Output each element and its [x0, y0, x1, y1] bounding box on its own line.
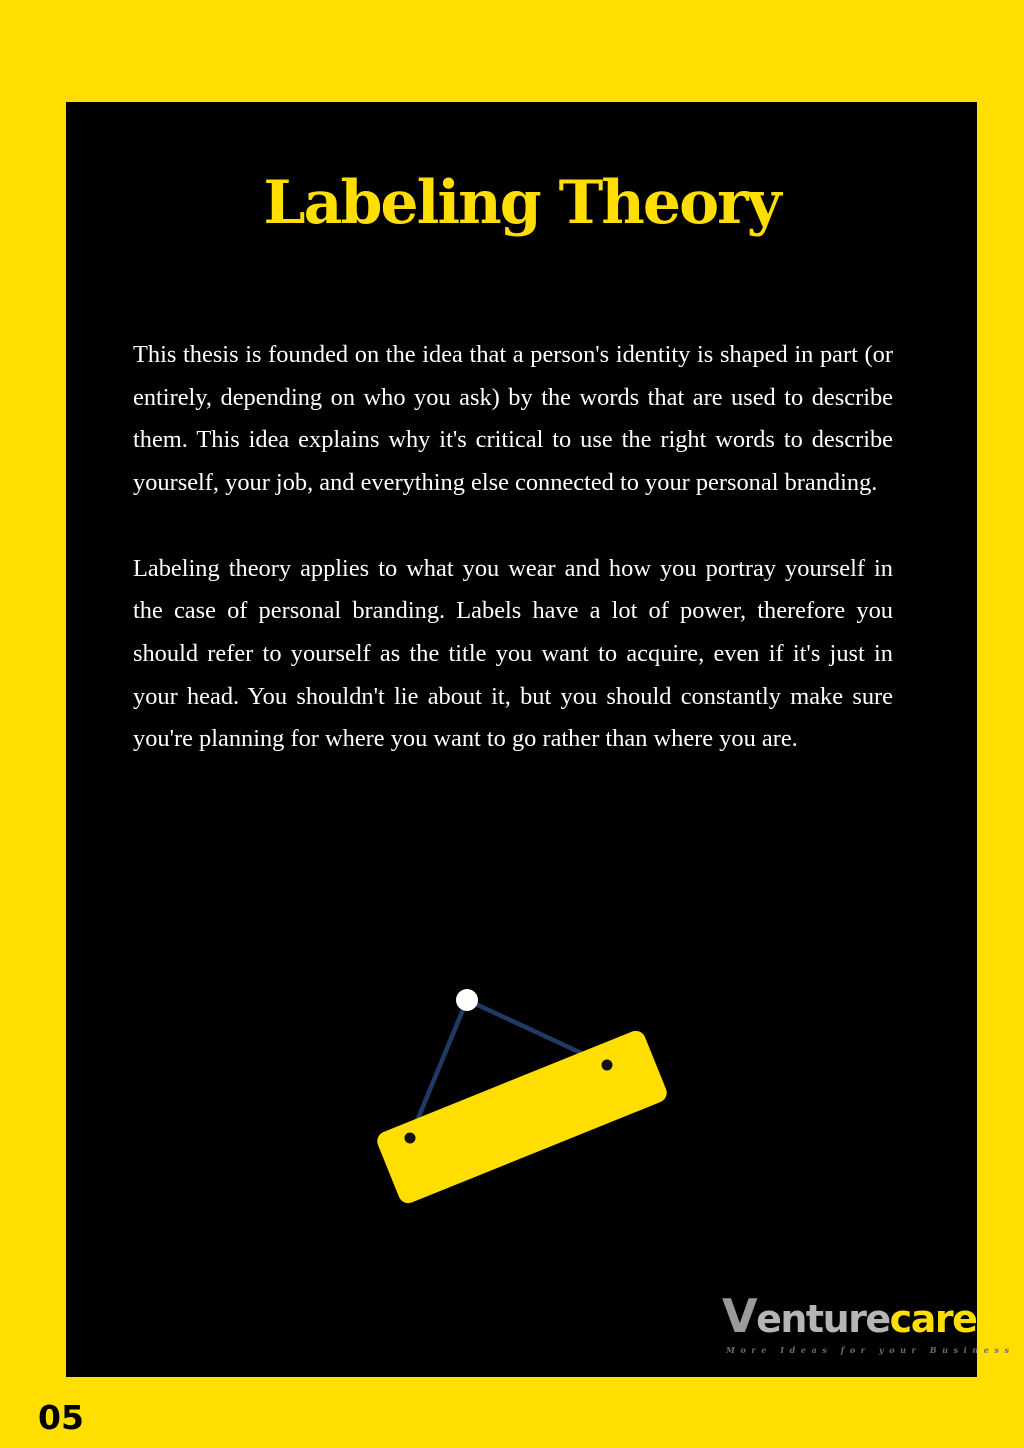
venturecare-logo [714, 1285, 1015, 1377]
logo-word-venture: enture [756, 1297, 890, 1341]
page-number: 05 [38, 1398, 84, 1437]
paragraph-2: Labeling theory applies to what you wear and how you portray yourself in the case of personal branding. Labels have a lot of power, therefore you should refer to yourself as the title you want to acquire, even if it's just in your head. You shouldn't lie about it, but you should constantly make sure you're planning for where you want to go rather than where you are. [133, 554, 893, 753]
sign-nail [456, 989, 478, 1011]
sign-left-hole [405, 1133, 416, 1144]
hanging-sign-icon [366, 982, 746, 1282]
logo-tagline: More Ideas for your Business [726, 1345, 1015, 1355]
logo-wordmark [722, 1289, 977, 1343]
logo-word-care: care [889, 1297, 977, 1341]
page-title: Labeling Theory [263, 168, 780, 238]
paragraph-1: This thesis is founded on the idea that a person's identity is shaped in part (or entirely, depending on who you ask) by the words that are used to describe them. This idea explains why it's critical to use the right words to describe yourself, your job, and everything else connected to your personal branding. [133, 341, 893, 497]
content-panel [66, 102, 977, 1377]
sign-right-hole [602, 1060, 613, 1071]
body-text [133, 334, 893, 761]
logo-initial: V [722, 1289, 757, 1343]
